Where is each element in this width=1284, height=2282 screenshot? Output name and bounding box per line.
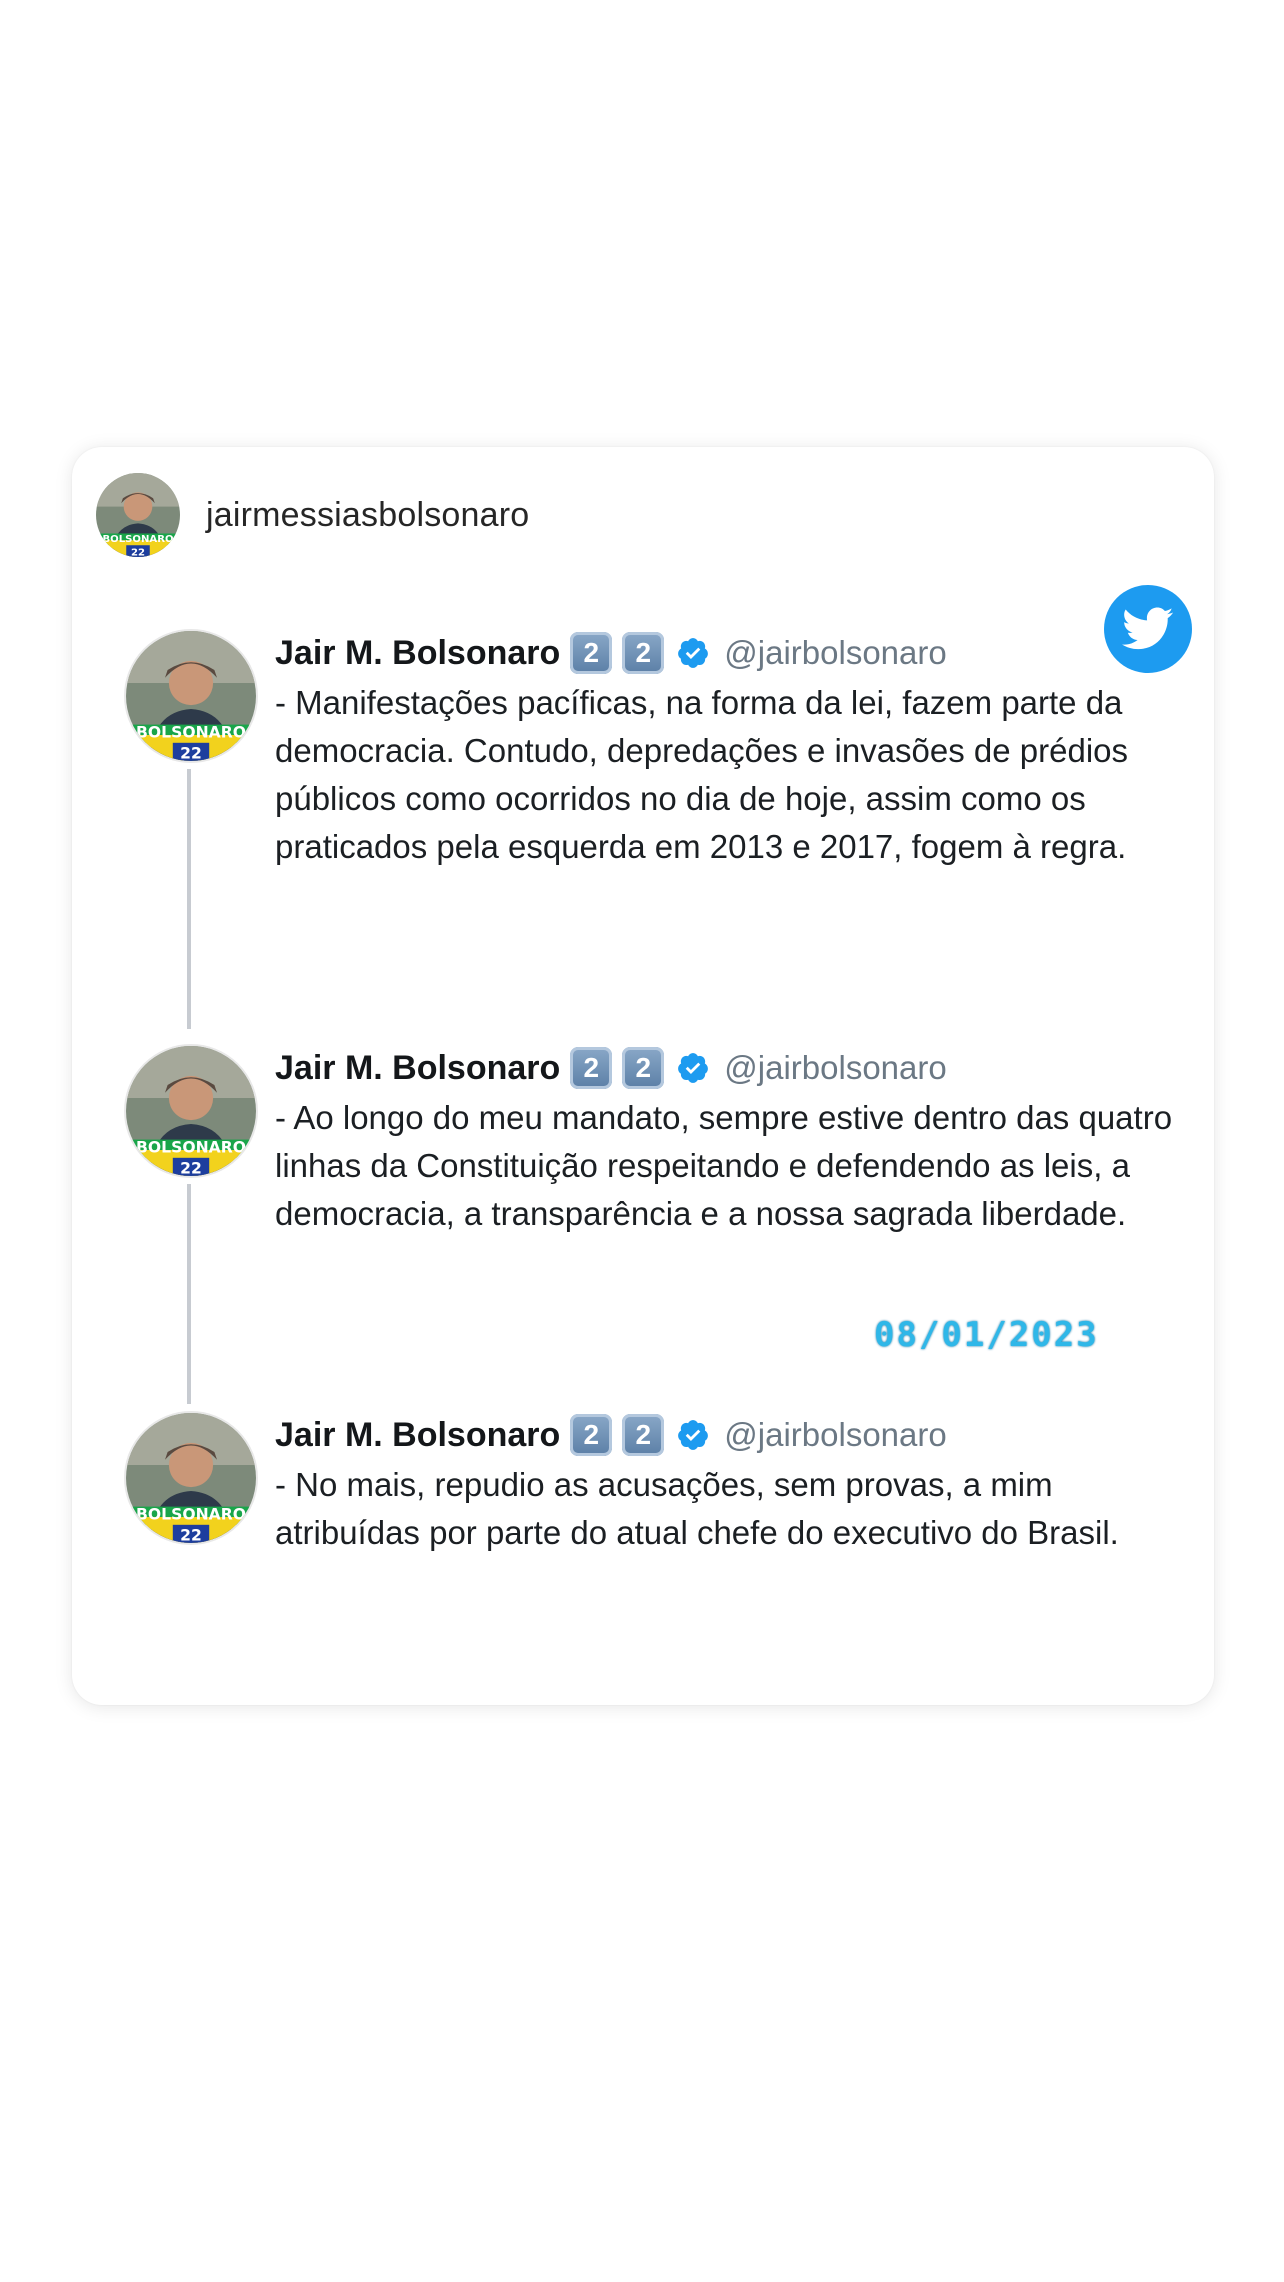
tweet-header (275, 1411, 1175, 1459)
tweet-text: - Manifestações pacíficas, na forma da lei, fazem parte da democracia. Contudo, depredações e invasões de prédios públicos como ocorridos no dia de hoje, assim como os praticados pela esquerda em 2013 e 2017, fogem à regra. (275, 684, 1129, 865)
verified-badge-icon (676, 636, 710, 670)
verified-badge-icon (676, 1051, 710, 1085)
thread-line (187, 1184, 191, 1404)
tweet-author-name[interactable]: Jair M. Bolsonaro (275, 1048, 561, 1087)
thread-line (187, 769, 191, 1029)
tweet-body (275, 1411, 1175, 1557)
date-stamp: 08/01/2023 (874, 1315, 1099, 1355)
keycap-emoji: 2 (622, 1414, 664, 1456)
tweet-body (275, 629, 1175, 871)
tweet-avatar[interactable] (124, 629, 258, 763)
post-card (72, 447, 1214, 1705)
tweet-avatar[interactable] (124, 1044, 258, 1178)
username[interactable]: jairmessiasbolsonaro (206, 495, 530, 534)
post-header (96, 472, 529, 558)
svg-text:22: 22 (180, 1526, 202, 1543)
keycap-emoji: 2 (570, 632, 612, 674)
tweet-handle[interactable]: @jairbolsonaro (724, 634, 947, 671)
svg-text:BOLSONARO: BOLSONARO (136, 1505, 246, 1524)
profile-avatar[interactable] (96, 473, 180, 557)
tweet-author-name[interactable]: Jair M. Bolsonaro (275, 633, 561, 672)
keycap-emoji: 2 (570, 1414, 612, 1456)
keycap-emoji: 2 (570, 1047, 612, 1089)
tweet-header (275, 629, 1175, 677)
tweet-body (275, 1044, 1175, 1238)
tweet-text: - No mais, repudio as acusações, sem provas, a mim atribuídas por parte do atual chefe do executivo do Brasil. (275, 1466, 1119, 1551)
tweet-handle[interactable]: @jairbolsonaro (724, 1049, 947, 1086)
keycap-emoji: 2 (622, 632, 664, 674)
tweet-author-name[interactable]: Jair M. Bolsonaro (275, 1415, 561, 1454)
svg-text:22: 22 (180, 1159, 202, 1176)
tweet-header (275, 1044, 1175, 1092)
tweet-text: - Ao longo do meu mandato, sempre estive dentro das quatro linhas da Constituição respeitando e defendendo as leis, a democracia, a transparência e a nossa sagrada liberdade. (275, 1099, 1173, 1232)
tweet-avatar[interactable] (124, 1411, 258, 1545)
tweet-handle[interactable]: @jairbolsonaro (724, 1416, 947, 1453)
svg-text:22: 22 (130, 547, 146, 557)
svg-text:BOLSONARO: BOLSONARO (136, 1138, 246, 1157)
svg-text:BOLSONARO: BOLSONARO (102, 533, 174, 545)
svg-text:BOLSONARO: BOLSONARO (136, 723, 246, 742)
verified-badge-icon (676, 1418, 710, 1452)
svg-text:22: 22 (180, 744, 202, 761)
keycap-emoji: 2 (622, 1047, 664, 1089)
